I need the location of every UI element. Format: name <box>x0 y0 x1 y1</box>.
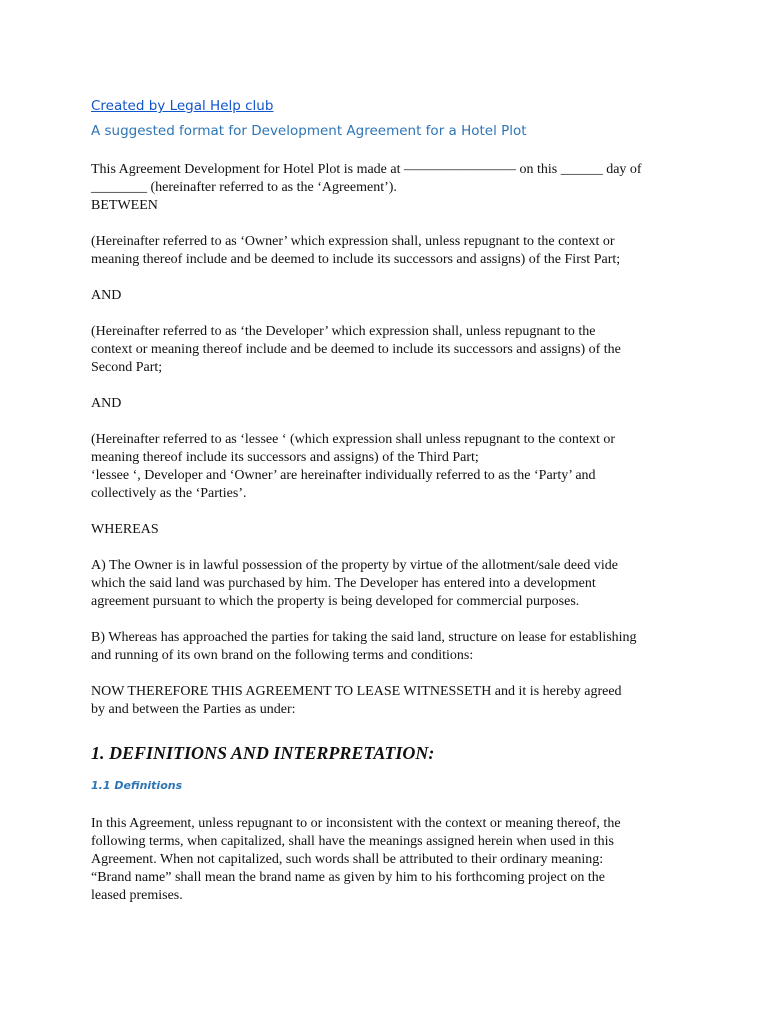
whereas-label: WHEREAS <box>91 522 159 537</box>
text-line: and running of its own brand on the following terms and conditions: <box>91 648 474 663</box>
text-line: context or meaning thereof include and be deemed to include its successors and assigns) of the <box>91 342 621 357</box>
agreement-intro-paragraph <box>91 161 691 215</box>
text-line: This Agreement Development for Hotel Plot is made at ———————— on this ______ day of <box>91 162 642 177</box>
text-line: collectively as the ‘Parties’. <box>91 486 247 501</box>
now-therefore-paragraph <box>91 683 691 719</box>
recital-a-paragraph <box>91 557 691 611</box>
text-line: B) Whereas has approached the parties for taking the said land, structure on lease for establishing <box>91 630 637 645</box>
and-separator-1: AND <box>91 288 122 303</box>
developer-paragraph <box>91 323 691 377</box>
text-line: A) The Owner is in lawful possession of the property by virtue of the allotment/sale deed vide <box>91 558 618 573</box>
text-line: ‘lessee ‘, Developer and ‘Owner’ are hereinafter individually referred to as the ‘Party’ and <box>91 468 596 483</box>
document-content <box>91 96 691 905</box>
text-line: (Hereinafter referred to as ‘the Developer’ which expression shall, unless repugnant to the <box>91 324 596 339</box>
recital-b-paragraph <box>91 629 691 665</box>
text-line: meaning thereof include its successors and assigns) of the Third Part; <box>91 450 479 465</box>
text-line: following terms, when capitalized, shall have the meanings assigned herein when used in this <box>91 834 614 849</box>
text-line: Agreement. When not capitalized, such words shall be attributed to their ordinary meaning: <box>91 852 604 867</box>
text-line: (Hereinafter referred to as ‘Owner’ which expression shall, unless repugnant to the context or <box>91 234 615 249</box>
and-separator-2: AND <box>91 396 122 411</box>
between-label: BETWEEN <box>91 198 158 213</box>
definitions-paragraph <box>91 815 691 905</box>
owner-paragraph <box>91 233 691 269</box>
text-line: agreement pursuant to which the property is being developed for commercial purposes. <box>91 594 580 609</box>
text-line: (Hereinafter referred to as ‘lessee ‘ (which expression shall unless repugnant to the context or <box>91 432 616 447</box>
text-line: “Brand name” shall mean the brand name as given by him to his forthcoming project on the <box>91 870 605 885</box>
definitions-subheading: 1.1 Definitions <box>91 779 183 792</box>
text-line: ________ (hereinafter referred to as the ‘Agreement’). <box>91 180 397 195</box>
text-line: by and between the Parties as under: <box>91 702 296 717</box>
text-line: meaning thereof include and be deemed to include its successors and assigns) of the First Part; <box>91 252 621 267</box>
lessee-paragraph <box>91 431 691 503</box>
document-subtitle: A suggested format for Development Agreement for a Hotel Plot <box>91 123 527 139</box>
definitions-heading: 1. DEFINITIONS AND INTERPRETATION: <box>91 743 435 763</box>
text-line: which the said land was purchased by him. The Developer has entered into a development <box>91 576 596 591</box>
text-line: NOW THEREFORE THIS AGREEMENT TO LEASE WITNESSETH and it is hereby agreed <box>91 684 622 699</box>
text-line: leased premises. <box>91 888 183 903</box>
text-line: In this Agreement, unless repugnant to or inconsistent with the context or meaning thereof, the <box>91 816 621 831</box>
text-line: Second Part; <box>91 360 163 375</box>
legal-help-club-link[interactable]: Created by Legal Help club <box>91 98 274 114</box>
